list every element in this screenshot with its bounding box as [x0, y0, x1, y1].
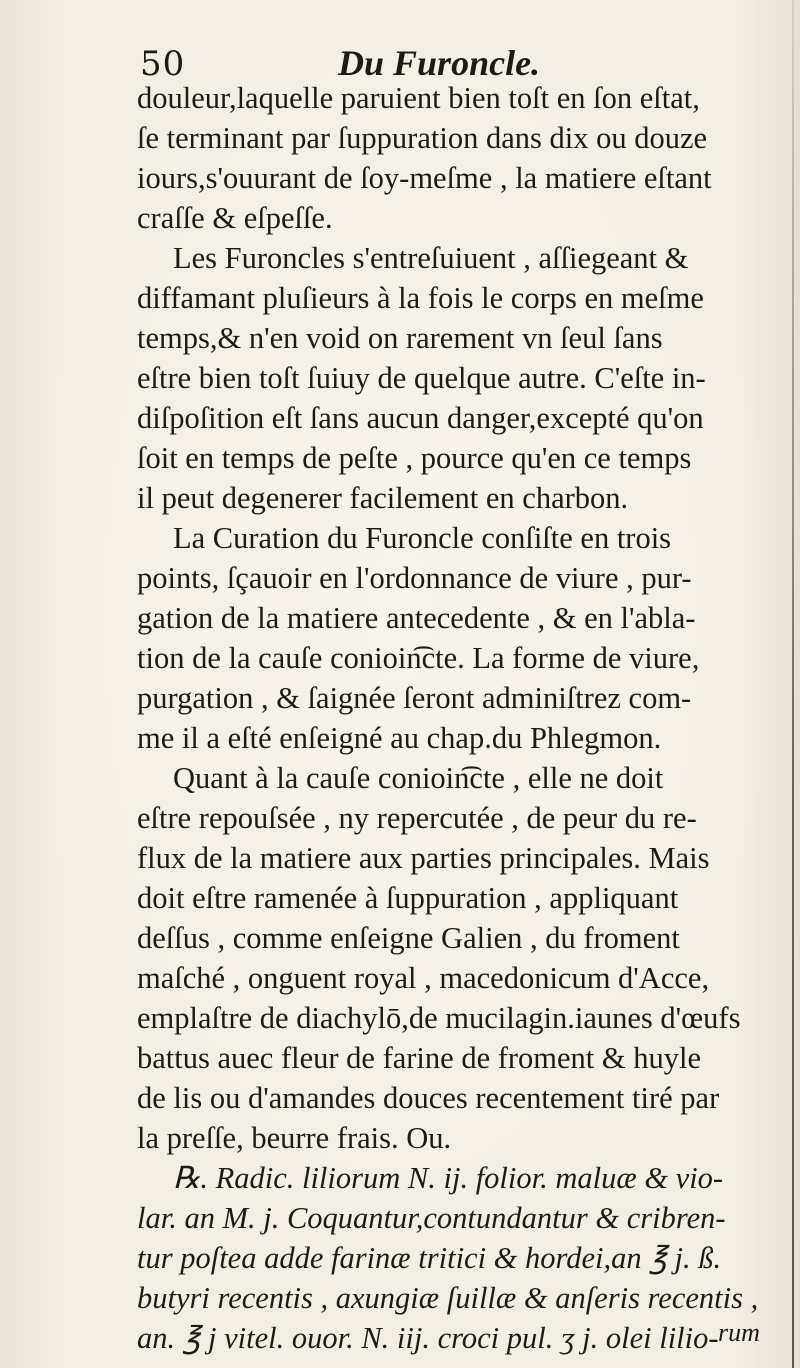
text-line: ſoit en temps de peſte , pource qu'en ce temps [137, 441, 692, 475]
page-edge-shadow [792, 0, 794, 1368]
text-line: diffamant pluſieurs à la fois le corps en meſme [137, 281, 704, 315]
text-line: an. ℥ j vitel. ouor. N. iij. croci pul. ʒ j. olei lilio- [137, 1321, 719, 1355]
text-line: craſſe & eſpeſſe. [137, 201, 333, 235]
text-line: Quant à la cauſe conioin͡cte , elle ne doit [173, 761, 664, 795]
text-line: emplaſtre de diachylō,de mucilagin.iaunes d'œufs [137, 1001, 741, 1035]
running-title: Du Furoncle. [338, 43, 541, 83]
text-line: eſtre repouſsée , ny repercutée , de peur du re- [137, 801, 697, 835]
text-line: doit eſtre ramenée à ſuppuration , appliquant [137, 881, 679, 915]
text-line: Les Furoncles s'entreſuiuent , aſſiegeant & [173, 241, 689, 275]
page-number: 50 [140, 44, 186, 84]
text-line: eſtre bien toſt ſuiuy de quelque autre. C'eſte in- [137, 361, 706, 395]
text-line: lar. an M. j. Coquantur,contundantur & cribren- [137, 1201, 726, 1235]
text-line: maſché , onguent royal , macedonicum d'Acce, [137, 961, 710, 995]
body-text [137, 78, 767, 1358]
catchword: rum [718, 1318, 760, 1347]
text-line: La Curation du Furoncle conſiſte en trois [173, 521, 672, 555]
text-line: tur poſtea adde farinæ tritici & hordei,an ℥ j. ß. [137, 1241, 722, 1275]
text-line: ℞. Radic. liliorum N. ij. folior. maluæ & vio- [173, 1161, 724, 1195]
text-line: purgation , & ſaignée ſeront adminiſtrez com- [137, 681, 692, 715]
text-line: ſe terminant par ſuppuration dans dix ou douze [137, 121, 708, 155]
text-line: la preſſe, beurre frais. Ou. [137, 1121, 452, 1155]
text-line: diſpoſition eſt ſans aucun danger,excepté qu'on [137, 401, 704, 435]
text-line: me il a eſté enſeigné au chap.du Phlegmon. [137, 721, 662, 755]
text-line: flux de la matiere aux parties principales. Mais [137, 841, 710, 875]
text-line: de lis ou d'amandes douces recentement tiré par [137, 1081, 720, 1115]
text-line: gation de la matiere antecedente , & en l'abla- [137, 601, 696, 635]
text-line: butyri recentis , axungiæ ſuillæ & anſeris recentis , [137, 1281, 759, 1315]
text-line: douleur,laquelle paruient bien toſt en ſon eſtat, [137, 81, 700, 115]
text-line: battus auec fleur de farine de froment & huyle [137, 1041, 702, 1075]
text-line: points, ſçauoir en l'ordonnance de viure , pur- [137, 561, 692, 595]
text-line: tion de la cauſe conioin͡cte. La forme de viure, [137, 641, 700, 675]
text-line: deſſus , comme enſeigne Galien , du froment [137, 921, 680, 955]
text-line: il peut degenerer facilement en charbon. [137, 481, 629, 515]
text-line: temps,& n'en void on rarement vn ſeul ſans [137, 321, 663, 355]
text-line: iours,s'ouurant de ſoy-meſme , la matiere eſtant [137, 161, 712, 195]
